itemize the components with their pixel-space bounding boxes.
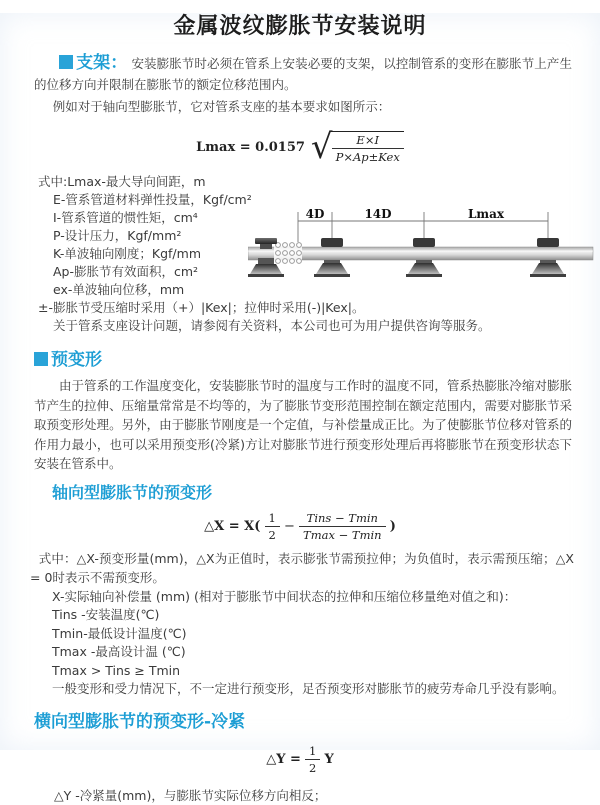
axial-formula-rhs: )	[389, 518, 396, 534]
lateral-formula-rhs: Y	[324, 752, 334, 768]
temp-relation: Tmax > Tins ≥ Tmin	[52, 662, 181, 678]
axial-where-paragraph: 式中：△X-预变形量(mm)，△X为正值时，表示膨张节需预拉伸；为负值时，表示需预压缩；△X = 0时表示不需预变形。	[30, 550, 574, 585]
support-heading-label: 支架：	[76, 53, 128, 73]
half-denominator: 2	[268, 527, 276, 542]
temp-definition: Tins -安装温度(℃)	[52, 607, 160, 623]
lateral-formula-fraction	[305, 744, 320, 775]
lateral-subsection-heading: 横向型膨胀节的预变形-冷紧	[34, 712, 246, 733]
lateral-note: △Y -冷紧量(mm)，与膨胀节实际位移方向相反；	[54, 788, 327, 804]
axial-formula	[0, 511, 600, 542]
temp-numerator: Tins − Tmin	[299, 511, 386, 527]
temp-definition: Tmax -最高设计温 (℃)	[52, 644, 186, 660]
definition-item: K-单波轴向刚度；Kgf/mm	[53, 246, 201, 261]
axial-subsection-heading: 轴向型膨胀节的预变形	[52, 482, 213, 502]
half-numerator: 1	[265, 511, 280, 527]
predeform-heading-label: 预变形	[51, 350, 102, 370]
support-example-line: 例如对于轴向型膨胀节，它对管系支座的基本要求如图所示：	[52, 99, 391, 114]
dim-label-lmax: Lmax	[467, 207, 505, 221]
lmax-formula-fraction	[332, 131, 404, 164]
axial-general-note: 一般变形和受力情况下，不一定进行预变形，足否预变形对膨胀节的疲劳寿命几乎没有影响。	[52, 681, 565, 697]
predeform-paragraph: 由于管系的工作温度变化，安装膨胀节时的温度与工作时的温度不同，管系热膨胀冷缩对膨胀节产生的拉伸、压缩量常常是不均等的，为了膨胀节变形范围控制在额定范围内，需要对膨胀节采取预变形处理。另外，由于膨胀节刚度是一个定值，与补偿量成正比。为了使膨胀节位移对管系的作用力最小，也可以采用预变形(冷紧)方让对膨胀节进行预变形处理后再将膨胀节在预变形状态下安装在管系中。	[34, 378, 572, 471]
axial-definitions-list	[52, 588, 590, 700]
axial-formula-lhs: △X = X(	[204, 518, 261, 534]
lateral-formula	[0, 744, 600, 775]
definition-item: I-管系管道的惯性矩，cm⁴	[53, 210, 198, 225]
consulting-note: 关于管系支座设计问题，请参阅有关资料，本公司也可为用户提供咨询等服务。	[53, 318, 491, 333]
support-intro-paragraph	[34, 53, 572, 95]
axial-formula-temp-fraction	[299, 511, 386, 542]
section-bullet-icon	[34, 352, 48, 366]
x-definition: X-实际轴向补偿量 (mm) (相对于膨胀节中间状态的拉伸和压缩位移量绝对值之和)：	[52, 588, 517, 604]
lateral-formula-lhs: △Y =	[266, 752, 301, 768]
temp-denominator: Tmax − Tmin	[303, 527, 382, 542]
definition-item: ex-单波轴向位移，mm	[53, 282, 185, 297]
axial-formula-minus: −	[284, 518, 295, 534]
temp-definition: Tmin-最低设计温度(℃)	[52, 625, 187, 641]
sign-convention-note: ±-膨胀节受压缩时采用（+）|Kex|；拉伸时采用(-)|Kex|。	[38, 300, 365, 315]
sqrt-radical-icon: √	[310, 127, 333, 167]
lateral-numerator: 1	[305, 744, 320, 760]
dim-label-4d: 4D	[305, 207, 325, 221]
lmax-formula-denominator: P×Ap±Kex	[335, 149, 400, 164]
support-intro-text: 安装膨胀节时必须在管系上安装必要的支架，以控制管系的变形在膨胀节上产生的位移方向并限制在膨胀节的额定位移范围内。	[34, 56, 572, 92]
predeform-section-heading	[34, 350, 600, 370]
lmax-formula	[0, 126, 600, 168]
lmax-formula-lhs: Lmax = 0.0157	[196, 139, 305, 155]
lmax-formula-numerator: E×I	[332, 133, 404, 149]
lateral-denominator: 2	[309, 761, 317, 776]
dim-label-14d: 14D	[364, 207, 392, 221]
definitions-where-label: 式中:Lmax-最大导向间距，m	[38, 174, 206, 189]
axial-formula-half-fraction	[265, 511, 280, 542]
sqrt-expression	[310, 127, 404, 167]
symbol-definitions-list	[38, 173, 600, 335]
definition-item: P-设计压力，Kgf/mm²	[53, 228, 182, 243]
page-title: 金属波纹膨胀节安装说明	[173, 14, 427, 39]
definition-item: Ap-膨胀节有效面积，cm²	[53, 264, 199, 279]
definition-item: E-管系管道材料弹性投量，Kgf/cm²	[53, 192, 252, 207]
section-bullet-icon	[59, 55, 73, 69]
document-page	[0, 13, 600, 804]
support-section-heading	[59, 53, 127, 73]
